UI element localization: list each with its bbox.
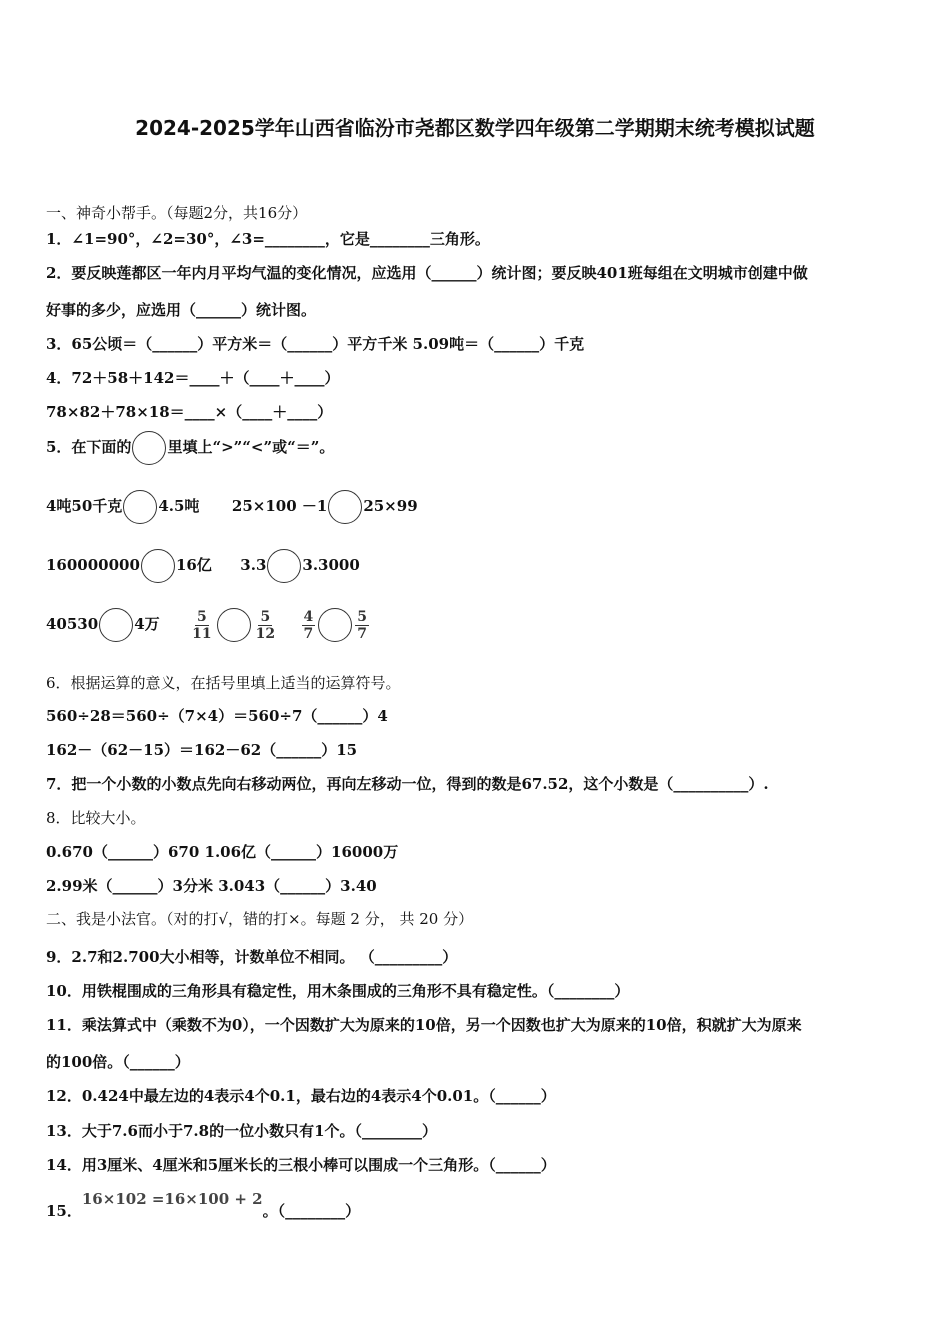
q15-formula: 16×102 =16×100 + 2 (81, 1190, 263, 1208)
q5-r1-left-2: 25×100 －1 (231, 497, 328, 515)
question-5-row-2 (46, 549, 360, 583)
question-15 (46, 1190, 361, 1221)
page-title: 2024-2025学年山西省临汾市尧都区数学四年级第二学期期末统考模拟试题 (135, 116, 815, 140)
q15-number: 15． (46, 1202, 82, 1220)
answer-circle[interactable] (132, 431, 166, 465)
question-4-line-1: 4．72＋58＋142＝____＋（____＋____） (46, 369, 340, 387)
question-4-line-2: 78×82＋78×18＝____×（____＋____） (46, 403, 333, 421)
question-12: 12．0.424中最左边的4表示4个0.1，最右边的4表示4个0.01。（______） (46, 1087, 556, 1105)
answer-circle[interactable] (141, 549, 175, 583)
question-2-line-1: 2．要反映莲都区一年内月平均气温的变化情况，应选用（______）统计图；要反映401班每组在文明城市创建中做 (46, 264, 808, 282)
answer-circle[interactable] (99, 608, 133, 642)
q5-r1-right: 4.5吨 (158, 497, 200, 515)
question-5 (46, 431, 334, 465)
q5-r3-right: 4万 (134, 615, 160, 633)
question-8b: 2.99米（______）3分米 3.043（______）3.40 (46, 877, 377, 895)
question-8a: 0.670（______）670 1.06亿（______）16000万 (46, 843, 399, 861)
section-2-heading: 二、我是小法官。（对的打√，错的打×。每题 2 分， 共 20 分） (46, 910, 474, 928)
question-11-line-2: 的100倍。（______） (46, 1053, 190, 1071)
fraction-5-7: $\frac{5}{7}$ (357, 608, 368, 642)
fraction-5-12: $\frac{5}{12}$ (255, 608, 276, 642)
question-8: 8．比较大小。 (46, 809, 146, 827)
question-5-row-1 (46, 490, 418, 524)
q5-r2-left-2: 3.3 (240, 556, 267, 574)
q5-r2-left: 160000000 (46, 556, 140, 574)
answer-circle[interactable] (123, 490, 157, 524)
q5-r1-left: 4吨50千克 (46, 497, 123, 515)
question-3: 3．65公顷＝（______）平方米＝（______）平方千米 5.09吨＝（______）千克 (46, 335, 585, 353)
question-1: 1．∠1=90°，∠2=30°，∠3=________，它是________三角形。 (46, 230, 490, 248)
q5-r2-right-2: 3.3000 (302, 556, 360, 574)
q5-r2-right: 16亿 (175, 556, 212, 574)
question-7: 7．把一个小数的小数点先向右移动两位，再向左移动一位，得到的数是67.52，这个小数是（__________）. (46, 775, 769, 793)
q5-suffix: 里填上“>”“<”或“＝”。 (167, 438, 335, 456)
answer-circle[interactable] (318, 608, 352, 642)
question-6: 6．根据运算的意义，在括号里填上适当的运算符号。 (46, 674, 401, 692)
fraction-4-7: $\frac{4}{7}$ (303, 608, 314, 642)
section-1-heading: 一、神奇小帮手。（每题2分，共16分） (46, 204, 308, 222)
answer-circle[interactable] (267, 549, 301, 583)
q15-suffix: 。（________） (262, 1202, 361, 1220)
question-14: 14．用3厘米、4厘米和5厘米长的三根小棒可以围成一个三角形。（______） (46, 1156, 556, 1174)
question-11-line-1: 11．乘法算式中（乘数不为0），一个因数扩大为原来的10倍，另一个因数也扩大为原来的10倍，积就扩大为原来 (46, 1016, 802, 1034)
question-9: 9．2.7和2.700大小相等，计数单位不相同。 （_________） (46, 948, 458, 966)
q5-r3-left: 40530 (46, 615, 99, 633)
answer-circle[interactable] (217, 608, 251, 642)
answer-circle[interactable] (328, 490, 362, 524)
fraction-5-11: $\frac{5}{11}$ (192, 608, 212, 642)
question-2-line-2: 好事的多少，应选用（______）统计图。 (46, 301, 317, 319)
q5-prefix: 5．在下面的 (46, 438, 132, 456)
question-13: 13．大于7.6而小于7.8的一位小数只有1个。（________） (46, 1122, 438, 1140)
question-5-row-3 (46, 608, 371, 642)
question-6b: 162－（62－15）＝162－62（______）15 (46, 741, 358, 759)
question-10: 10．用铁棍围成的三角形具有稳定性，用木条围成的三角形不具有稳定性。（________） (46, 982, 630, 1000)
question-6a: 560÷28＝560÷（7×4）＝560÷7（______）4 (46, 707, 388, 725)
q5-r1-right-2: 25×99 (363, 497, 418, 515)
